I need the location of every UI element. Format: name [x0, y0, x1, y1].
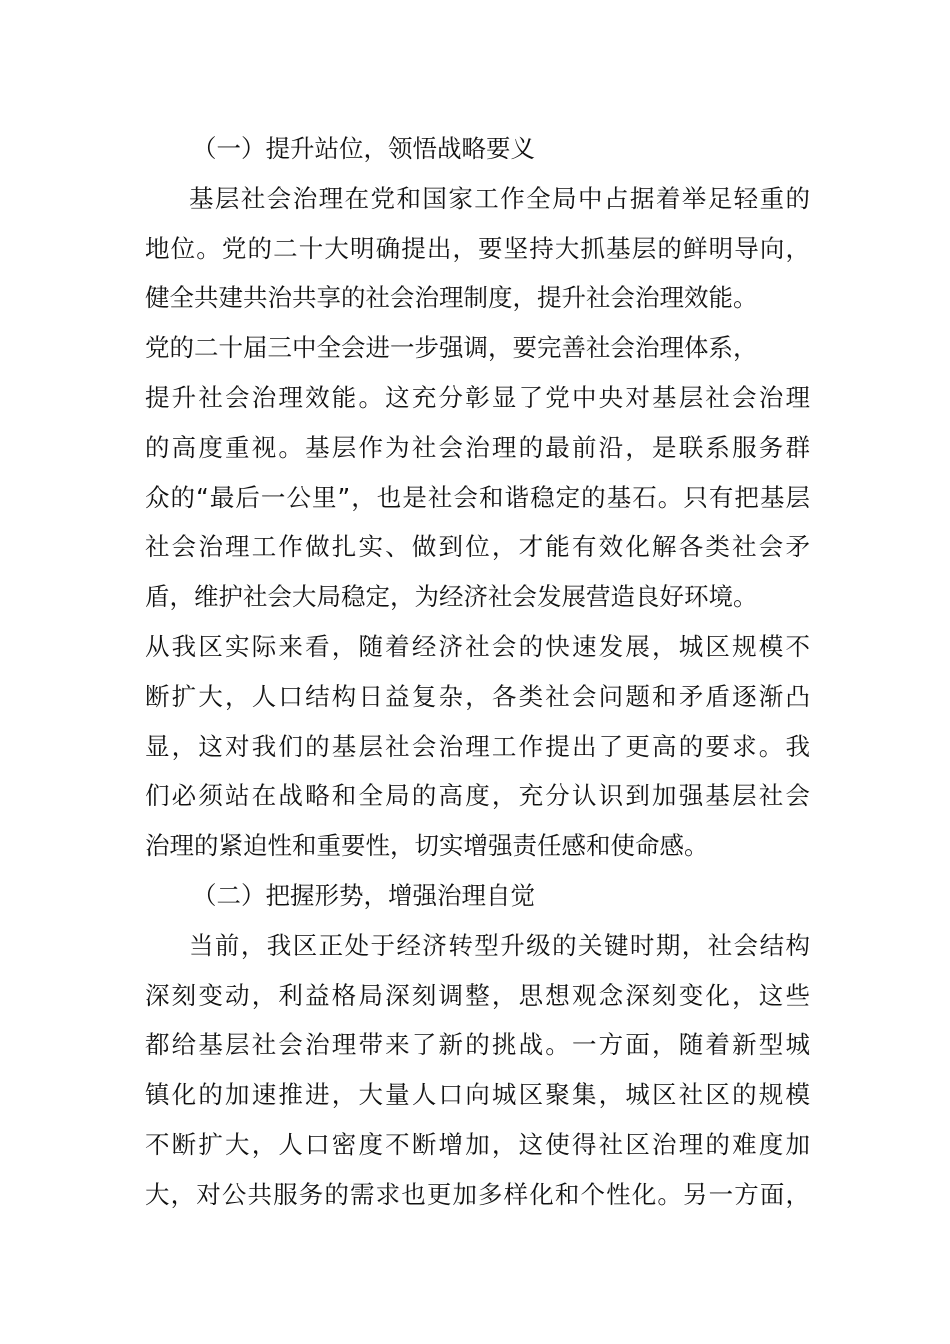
paragraph-line: 党的二十届三中全会进一步强调，要完善社会治理体系， — [145, 333, 758, 363]
paragraph-line: 从我区实际来看，随着经济社会的快速发展，城区规模不 — [145, 631, 810, 661]
paragraph-line: 的高度重视。基层作为社会治理的最前沿，是联系服务群 — [145, 432, 810, 462]
paragraph-line: 大，对公共服务的需求也更加多样化和个性化。另一方面， — [145, 1179, 810, 1209]
paragraph-line: 社会治理工作做扎实、做到位，才能有效化解各类社会矛 — [145, 532, 810, 562]
paragraph-line: 众的“最后一公里”，也是社会和谐稳定的基石。只有把基层 — [145, 482, 810, 512]
paragraph-line: 盾，维护社会大局稳定，为经济社会发展营造良好环境。 — [145, 582, 758, 612]
paragraph-line: 显，这对我们的基层社会治理工作提出了更高的要求。我 — [145, 731, 810, 761]
paragraph-line: 断扩大，人口结构日益复杂，各类社会问题和矛盾逐渐凸 — [145, 681, 810, 711]
section-heading: （一）提升站位，领悟战略要义 — [192, 134, 535, 163]
paragraph-line: 们必须站在战略和全局的高度，充分认识到加强基层社会 — [145, 781, 810, 811]
paragraph-line: 基层社会治理在党和国家工作全局中占据着举足轻重的 — [189, 183, 810, 213]
paragraph-line: 健全共建共治共享的社会治理制度，提升社会治理效能。 — [145, 283, 758, 313]
paragraph-line: 当前，我区正处于经济转型升级的关键时期，社会结构 — [189, 930, 810, 960]
paragraph-line: 深刻变动，利益格局深刻调整，思想观念深刻变化，这些 — [145, 980, 810, 1010]
paragraph-line: 都给基层社会治理带来了新的挑战。一方面，随着新型城 — [145, 1030, 810, 1060]
section-heading: （二）把握形势，增强治理自觉 — [192, 880, 535, 910]
paragraph-line: 地位。党的二十大明确提出，要坚持大抓基层的鲜明导向， — [145, 233, 810, 263]
paragraph-line: 不断扩大，人口密度不断增加，这使得社区治理的难度加 — [145, 1129, 810, 1159]
document-body — [145, 124, 810, 1220]
paragraph-line: 提升社会治理效能。这充分彰显了党中央对基层社会治理 — [145, 382, 810, 412]
paragraph-line: 治理的紧迫性和重要性，切实增强责任感和使命感。 — [145, 831, 709, 861]
paragraph-line: 镇化的加速推进，大量人口向城区聚集，城区社区的规模 — [145, 1080, 810, 1110]
